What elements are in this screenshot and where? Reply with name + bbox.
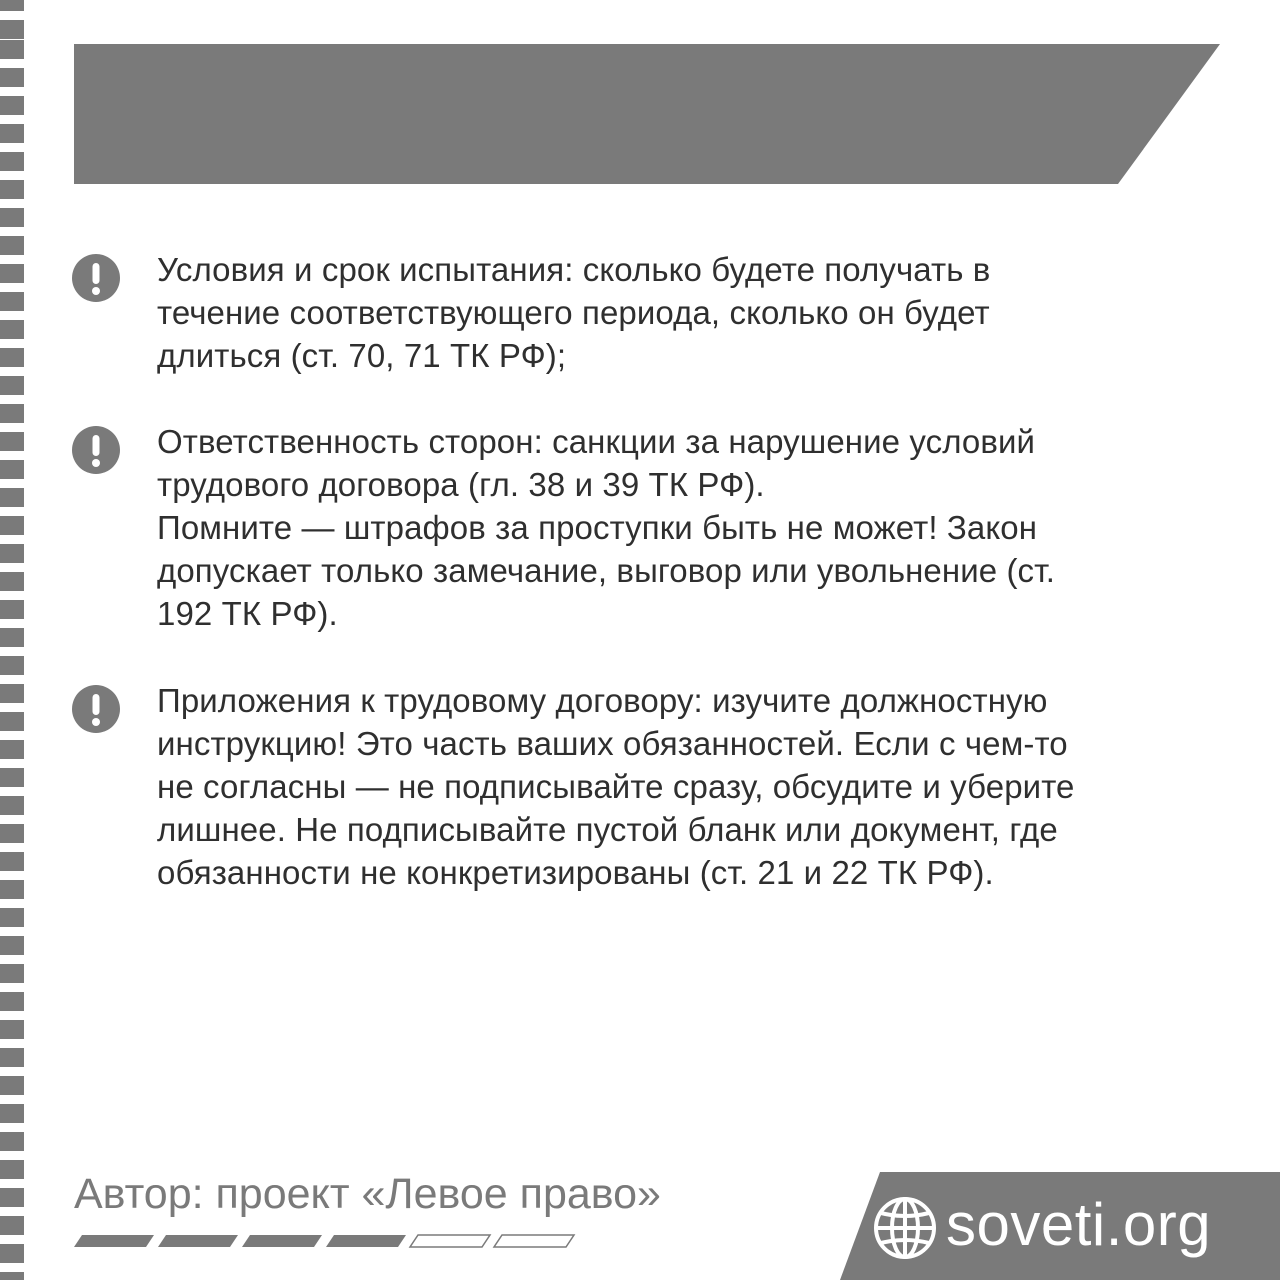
- exclamation-icon: [72, 254, 120, 302]
- left-dashed-strip: [0, 0, 24, 1280]
- text-line: не согласны — не подписывайте сразу, обсудите и уберите: [157, 768, 1075, 805]
- list-item-text: [157, 679, 1227, 894]
- text-line: лишнее. Не подписывайте пустой бланк или документ, где: [157, 811, 1058, 848]
- list-item-text: [157, 420, 1227, 635]
- text-line: допускает только замечание, выговор или увольнение (ст.: [157, 552, 1055, 589]
- progress-segment-filled: [158, 1235, 238, 1247]
- progress-segment-empty: [410, 1235, 490, 1247]
- text-line: инструкцию! Это часть ваших обязанностей. Если с чем-то: [157, 725, 1068, 762]
- list-item-text: [157, 248, 1227, 377]
- text-line: Условия и срок испытания: сколько будете получать в: [157, 251, 991, 288]
- brand-link[interactable]: soveti.org: [946, 1191, 1212, 1258]
- text-line: Приложения к трудовому договору: изучите должностную: [157, 682, 1048, 719]
- text-line: Ответственность сторон: санкции за нарушение условий: [157, 423, 1036, 460]
- header-banner: [74, 44, 1220, 184]
- text-line: длиться (ст. 70, 71 ТК РФ);: [157, 337, 567, 374]
- progress-segment-empty: [494, 1235, 574, 1247]
- text-line: 192 ТК РФ).: [157, 595, 338, 632]
- slide-progress-indicator: [74, 1233, 594, 1249]
- text-line: обязанности не конкретизированы (ст. 21 и 22 ТК РФ).: [157, 854, 994, 891]
- progress-segment-filled: [74, 1235, 154, 1247]
- exclamation-icon: [72, 685, 120, 733]
- author-credit: Автор: проект «Левое право»: [74, 1170, 661, 1218]
- progress-segment-filled: [242, 1235, 322, 1247]
- text-line: Помните — штрафов за проступки быть не может! Закон: [157, 509, 1038, 546]
- globe-icon: [872, 1195, 938, 1261]
- text-line: трудового договора (гл. 38 и 39 ТК РФ).: [157, 466, 765, 503]
- text-line: течение соответствующего периода, сколько он будет: [157, 294, 990, 331]
- exclamation-icon: [72, 426, 120, 474]
- progress-segment-filled: [326, 1235, 406, 1247]
